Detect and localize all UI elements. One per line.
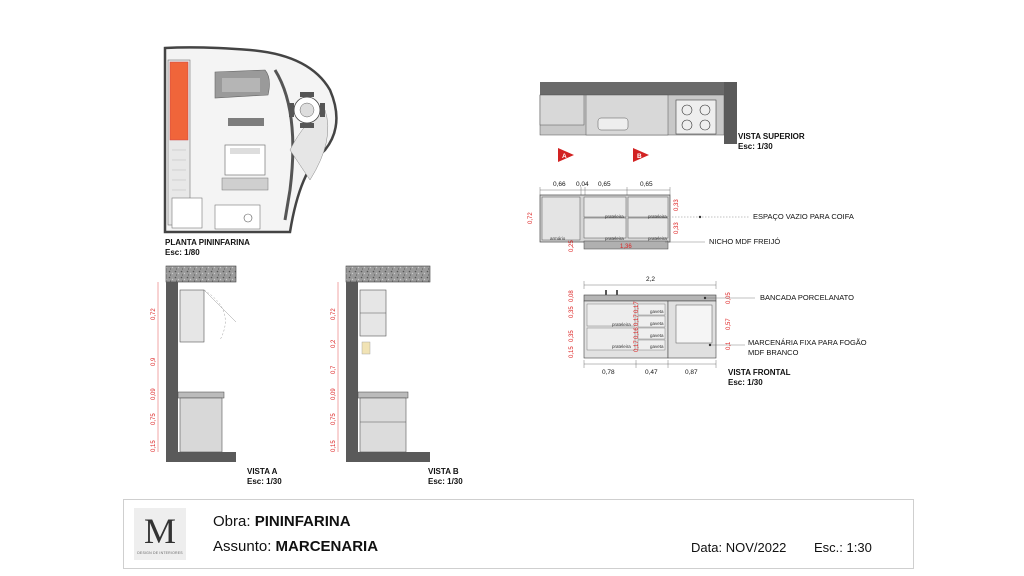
vista-frontal-title: VISTA FRONTAL [728,368,791,377]
fr-mid-dim-2: 0,17 [634,314,640,326]
vb-dim-2: 0,2 [331,339,337,348]
vista-superior-scale: Esc: 1/30 [738,142,773,151]
oven [676,305,712,343]
sup-nicho-dim: 1,36 [620,244,632,250]
prateleira-4: prateleira [648,236,667,241]
vista-superior-title: VISTA SUPERIOR [738,132,805,141]
vista-frontal [569,276,867,387]
va-dim-1: 0,72 [151,308,157,320]
sup-left-dim: 0,72 [528,212,534,224]
sup-dim-1: 0,66 [553,181,566,188]
side-wall [724,82,737,144]
espaco-vazio-label: ESPAÇO VAZIO PARA COIFA [753,212,854,221]
sup-right-top-dim: 0,33 [674,199,680,211]
fr-left-dim-2: 0,35 [569,306,575,318]
va-dim-4: 0,75 [151,413,157,425]
date-field [691,540,786,555]
va-dim-2: 0,9 [151,357,157,366]
fr-left-dim-1: 0,08 [569,290,575,302]
scale-label: Esc.: [814,540,843,555]
bench [222,178,268,190]
fr-prateleira-1: prateleira [612,322,631,327]
armario-label: armário [550,236,566,241]
prateleira-1: prateleira [605,214,624,219]
fr-bottom-dim-3: 0,87 [685,369,698,376]
countertop [584,295,716,301]
va-dim-3: 0,09 [151,388,157,400]
vb-dim-3: 0,7 [331,365,337,374]
sup-left-low-dim: 0,25 [569,240,575,252]
sup-right-bot-dim: 0,33 [674,222,680,234]
scale-field [814,540,872,555]
assunto-row [213,538,378,555]
vista-b-title: VISTA B [428,467,459,476]
sup-dim-3: 0,65 [598,181,611,188]
planta-scale: Esc: 1/80 [165,248,200,257]
sink [598,118,628,130]
planta-title: PLANTA PININFARINA [165,238,250,247]
gaveta-2: gaveta [650,321,664,326]
floor-plan [165,47,336,257]
sofa [222,78,260,92]
slab-b [346,266,430,282]
marker-b-label: B [637,153,642,160]
vb-dim-5: 0,75 [331,413,337,425]
fr-total-dim: 2,2 [646,276,656,283]
fr-bottom-dim-2: 0,47 [645,369,658,376]
fr-bottom-dim-1: 0,78 [602,369,615,376]
vista-a-title: VISTA A [247,467,278,476]
fr-right-dim-3: 0,1 [726,341,732,350]
fr-left-dim-4: 0,15 [569,346,575,358]
assunto-label: Assunto: [213,538,272,555]
sup-dim-4: 0,65 [640,181,653,188]
floor-b [346,452,430,462]
tv-console [228,118,264,126]
vista-superior [540,82,805,162]
vista-a-scale: Esc: 1/30 [247,477,282,486]
nicho-label: NICHO MDF FREIJÓ [709,237,781,246]
fr-right-dim-2: 0,57 [726,318,732,330]
fr-mid-dim-3: 0,16 [634,327,640,339]
vista-a [151,266,282,486]
floor-a [166,452,236,462]
obra-value: PININFARINA [254,513,351,530]
gaveta-1: gaveta [650,309,664,314]
va-dim-5: 0,15 [151,440,157,452]
logo-letter: M [143,511,176,551]
logo-subtitle: DESIGN DE INTERIORES [137,551,183,555]
vista-b [331,266,463,486]
date-value: NOV/2022 [725,540,787,555]
upper-cabinet-elevation [528,181,854,252]
vista-b-scale: Esc: 1/30 [428,477,463,486]
pillows [230,148,260,154]
scale-value: 1:30 [846,540,872,555]
prateleira-3: prateleira [605,236,624,241]
prateleira-2: prateleira [648,214,667,219]
fr-left-dim-3: 0,35 [569,330,575,342]
marker-a-label: A [562,153,567,160]
marcenaria-label-1: MARCENÁRIA FIXA PARA FOGÃO [748,338,867,347]
top-wall [540,82,736,95]
fr-mid-dim-1: 0,17 [634,301,640,313]
obra-label: Obra: [213,513,251,530]
obra-row [213,513,351,530]
sup-dim-2: 0,04 [576,181,589,188]
cooktop [676,100,716,134]
wall-a [166,282,178,452]
vista-frontal-scale: Esc: 1/30 [728,378,763,387]
title-block [123,499,914,569]
wall-b [346,282,358,452]
closet-highlight [170,62,188,140]
fr-prateleira-2: prateleira [612,344,631,349]
assunto-value: MARCENARIA [275,538,379,555]
bath-area [172,198,202,228]
fr-mid-dim-4: 0,17 [634,340,640,352]
gaveta-3: gaveta [650,333,664,338]
slab-a [166,266,236,282]
date-label: Data: [691,540,723,555]
marcenaria-label-2: MDF BRANCO [748,348,799,357]
vb-dim-4: 0,09 [331,388,337,400]
bancada-label: BANCADA PORCELANATO [760,293,854,302]
gaveta-4: gaveta [650,344,664,349]
logo [134,508,186,560]
vb-dim-6: 0,15 [331,440,337,452]
fr-right-dim-1: 0,05 [726,292,732,304]
vb-dim-1: 0,72 [331,308,337,320]
bathroom [215,205,260,229]
